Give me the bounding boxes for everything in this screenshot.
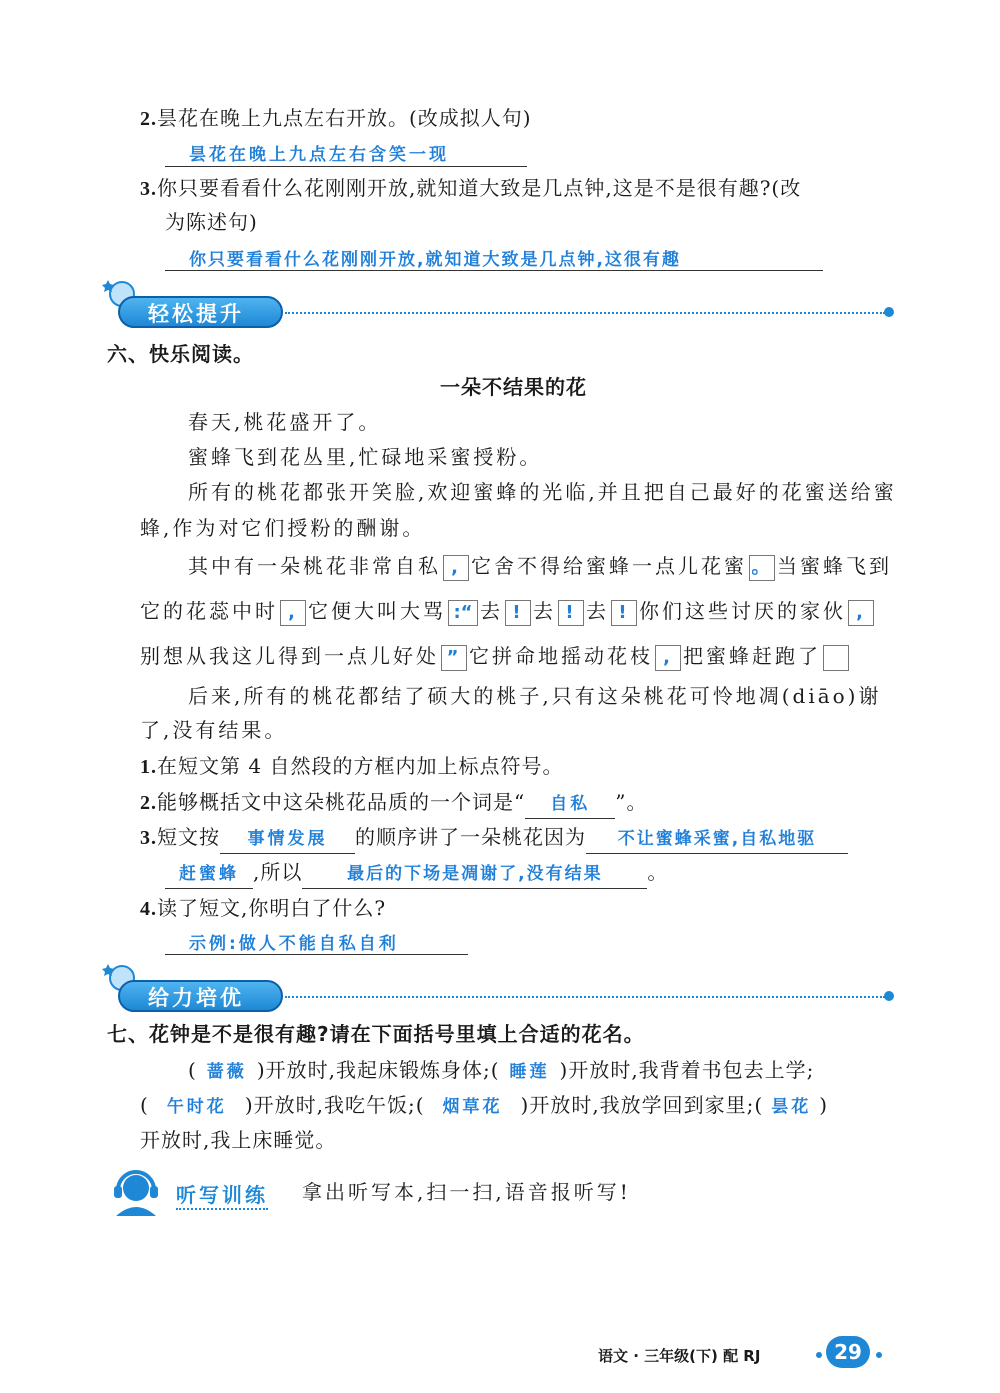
paragraph-5-cont: 了,没有结果。: [140, 718, 288, 742]
punctuation-box[interactable]: ,: [443, 555, 469, 581]
divider-end-dot: [884, 991, 894, 1001]
answer-blank[interactable]: 不让蜜蜂采蜜,自私地驱: [586, 825, 848, 854]
answer-blank[interactable]: 事情发展: [220, 825, 355, 854]
footer-dot: [816, 1352, 822, 1358]
task-text: 的顺序讲了一朵桃花因为: [355, 825, 586, 849]
answer-text: 你只要看看什么花刚刚开放,就知道大致是几点钟,这很有趣: [189, 250, 681, 270]
text: 你们这些讨厌的家伙: [639, 599, 846, 623]
punctuation-box[interactable]: :“: [448, 600, 478, 626]
answer-blank[interactable]: 赶蜜蜂: [165, 860, 253, 889]
flower-answer[interactable]: 烟草花: [442, 1097, 503, 1117]
flower-answer[interactable]: 蔷薇: [206, 1062, 247, 1082]
paragraph-4-line-2: [140, 597, 876, 626]
clock-heading: 七、花钟是不是很有趣?请在下面括号里填上合适的花名。: [107, 1022, 645, 1046]
task-text: 短文按: [157, 825, 220, 849]
answer-line: [165, 242, 823, 271]
footer-subject: 语文 · 三年级(下) 配 RJ: [598, 1347, 761, 1365]
text: 它便大叫大骂: [308, 599, 446, 623]
section-banner-advanced: 给力培优: [118, 980, 283, 1012]
listen-text: 拿出听写本,扫一扫,语音报听写!: [302, 1180, 631, 1204]
flower-answer[interactable]: 午时花: [166, 1097, 227, 1117]
text: 它舍不得给蜜蜂一点儿花蜜: [471, 554, 747, 578]
text: 它拼命地摇动花枝: [469, 644, 653, 668]
question-number: 2.: [140, 108, 157, 130]
question-3: [140, 174, 801, 203]
clock-line-1: [188, 1056, 814, 1086]
answer-blank[interactable]: 最后的下场是凋谢了,没有结果: [302, 860, 647, 889]
text: ): [819, 1093, 829, 1117]
task-3: [140, 823, 848, 854]
question-number: 3.: [140, 178, 157, 200]
paragraph-3-cont: 蜂,作为对它们授粉的酬谢。: [140, 516, 426, 540]
text: (: [188, 1058, 197, 1082]
punctuation-box[interactable]: !: [558, 600, 584, 626]
punctuation-box[interactable]: [823, 645, 849, 671]
task-number: 2.: [140, 792, 157, 814]
question-2: [140, 104, 532, 133]
clock-line-3: 开放时,我上床睡觉。: [140, 1128, 337, 1152]
task-4: [140, 894, 386, 923]
paragraph-4-line-1: [188, 552, 892, 581]
text: 去: [533, 599, 556, 623]
text: )开放时,我吃午饭;(: [244, 1093, 425, 1117]
question-text: 你只要看看什么花刚刚开放,就知道大致是几点钟,这是不是很有趣?(改: [157, 176, 802, 200]
text: (: [140, 1093, 149, 1117]
punctuation-box[interactable]: 。: [749, 555, 775, 581]
task-number: 1.: [140, 756, 157, 778]
paragraph-2: 蜜蜂飞到花丛里,忙碌地采蜜授粉。: [188, 445, 543, 469]
question-text: 为陈述句): [165, 210, 258, 234]
paragraph-4-line-3: [140, 642, 851, 671]
answer-line: [165, 138, 527, 167]
punctuation-box[interactable]: ,: [655, 645, 681, 671]
text: 当蜜蜂飞到: [777, 554, 892, 578]
task-1: [140, 752, 563, 781]
answer-blank[interactable]: 自私: [525, 790, 615, 819]
text: 别想从我这儿得到一点儿好处: [140, 644, 439, 668]
dotted-divider: [285, 312, 885, 314]
flower-answer[interactable]: 睡莲: [509, 1062, 550, 1082]
punctuation-box[interactable]: ”: [441, 645, 467, 671]
answer-text: 示例:做人不能自私自利: [189, 934, 399, 954]
paragraph-3: 所有的桃花都张开笑脸,欢迎蜜蜂的光临,并且把自己最好的花蜜送给蜜: [188, 480, 897, 504]
text: 去: [586, 599, 609, 623]
paragraph-1: 春天,桃花盛开了。: [188, 410, 382, 434]
flower-answer[interactable]: 昙花: [771, 1097, 812, 1117]
task-text: ,所以: [253, 860, 303, 884]
task-number: 3.: [140, 827, 157, 849]
task-text: 在短文第 4 自然段的方框内加上标点符号。: [157, 754, 564, 778]
question-3-cont: [165, 208, 258, 236]
task-number: 4.: [140, 898, 157, 920]
punctuation-box[interactable]: !: [611, 600, 637, 626]
divider-end-dot: [884, 307, 894, 317]
footer-dot: [876, 1352, 882, 1358]
task-text: 能够概括文中这朵桃花品质的一个词是“: [157, 790, 526, 814]
clock-line-2: [140, 1091, 828, 1121]
text: )开放时,我背着书包去上学;: [559, 1058, 815, 1082]
reading-title: 一朵不结果的花: [440, 375, 587, 399]
punctuation-box[interactable]: ,: [848, 600, 874, 626]
task-2: [140, 788, 647, 819]
text: 它的花蕊中时: [140, 599, 278, 623]
answer-text: 昙花在晚上九点左右含笑一现: [189, 145, 449, 165]
listen-label: 听写训练: [176, 1179, 268, 1210]
punctuation-box[interactable]: !: [505, 600, 531, 626]
answer-line: [165, 926, 468, 955]
text: )开放时,我放学回到家里;(: [520, 1093, 764, 1117]
text: 去: [480, 599, 503, 623]
question-text: 昙花在晚上九点左右开放。(改成拟人句): [157, 106, 532, 130]
section-banner-easy: 轻松提升: [118, 296, 283, 328]
paragraph-5: 后来,所有的桃花都结了硕大的桃子,只有这朵桃花可怜地凋(diāo)谢: [188, 684, 882, 708]
text: 其中有一朵桃花非常自私: [188, 554, 441, 578]
punctuation-box[interactable]: ,: [280, 600, 306, 626]
task-3-cont: [165, 858, 668, 889]
text: 把蜜蜂赶跑了: [683, 644, 821, 668]
headset-icon: [110, 1166, 162, 1216]
page-number: 29: [826, 1336, 870, 1368]
task-text: 。: [647, 860, 669, 884]
task-text: ”。: [615, 790, 648, 814]
dotted-divider: [285, 996, 885, 998]
text: )开放时,我起床锻炼身体;(: [256, 1058, 500, 1082]
reading-heading: 六、快乐阅读。: [107, 342, 254, 366]
task-text: 读了短文,你明白了什么?: [157, 896, 387, 920]
